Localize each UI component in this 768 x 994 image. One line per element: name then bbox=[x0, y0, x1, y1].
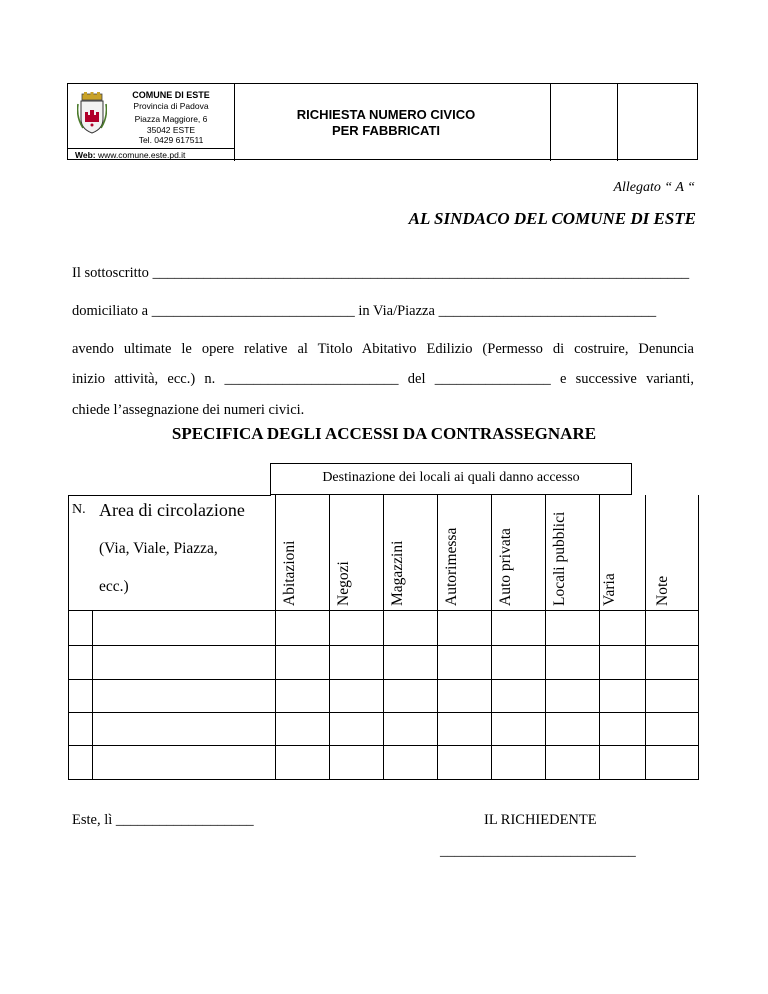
accessi-table bbox=[68, 495, 699, 780]
domiciliato-label: domiciliato a bbox=[72, 303, 149, 319]
domiciliato-field[interactable]: ____________________________ bbox=[151, 303, 355, 319]
web-label: Web: bbox=[75, 150, 96, 160]
via-label: in Via/Piazza bbox=[358, 303, 435, 319]
col-auto-privata: Auto privata bbox=[497, 528, 514, 606]
phone: Tel. 0429 617511 bbox=[138, 135, 204, 145]
comune-coat-of-arms-icon bbox=[77, 92, 107, 134]
col-autorimessa: Autorimessa bbox=[443, 527, 460, 606]
addressee: AL SINDACO DEL COMUNE DI ESTE bbox=[408, 209, 696, 228]
address-line2: 35042 ESTE bbox=[146, 124, 196, 135]
area-header-line3: ecc.) bbox=[99, 578, 129, 595]
comune-info bbox=[108, 90, 234, 146]
col-locali-pubblici: Locali pubblici bbox=[551, 511, 568, 606]
place-date-field[interactable]: Este, lì ___________________ bbox=[72, 812, 254, 828]
section-title: SPECIFICA DEGLI ACCESSI DA CONTRASSEGNARE bbox=[171, 424, 597, 443]
allegato-label: Allegato “ A “ bbox=[613, 180, 695, 195]
area-header-line2: (Via, Viale, Piazza, bbox=[99, 540, 218, 557]
col-magazzini: Magazzini bbox=[389, 540, 406, 606]
sottoscritto-field[interactable]: __________________________________________________________________________ bbox=[152, 265, 690, 281]
sottoscritto-label: Il sottoscritto bbox=[72, 265, 149, 281]
sottoscritto-line bbox=[72, 265, 689, 282]
area-header-line1: Area di circolazione bbox=[99, 500, 245, 520]
destinazione-header: Destinazione dei locali ai quali danno accesso bbox=[270, 463, 632, 495]
title-line1: RICHIESTA NUMERO CIVICO bbox=[296, 107, 476, 122]
provincia: Provincia di Padova bbox=[133, 100, 209, 111]
comune-name: COMUNE DI ESTE bbox=[132, 90, 210, 100]
via-field[interactable]: ______________________________ bbox=[438, 303, 657, 319]
address-line1: Piazza Maggiore, 6 bbox=[134, 114, 208, 124]
web-line bbox=[75, 150, 185, 160]
col-note: Note bbox=[654, 575, 671, 606]
n-header: N. bbox=[72, 502, 86, 517]
richiedente-label: IL RICHIEDENTE bbox=[484, 812, 597, 828]
paragraph-line2: inizio attività, ecc.) n. ________________________ del ________________ e successive varianti, bbox=[72, 371, 694, 387]
web-url: www.comune.este.pd.it bbox=[98, 150, 186, 160]
title-line2: PER FABBRICATI bbox=[331, 123, 441, 138]
col-negozi: Negozi bbox=[335, 561, 352, 606]
paragraph-line1: avendo ultimate le opere relative al Titolo Abitativo Edilizio (Permesso di costruire, Denuncia bbox=[72, 341, 694, 357]
signature-field[interactable]: ___________________________ bbox=[440, 843, 636, 859]
document-title bbox=[250, 107, 522, 139]
col-abitazioni: Abitazioni bbox=[281, 540, 298, 606]
paragraph-line3: chiede l’assegnazione dei numeri civici. bbox=[72, 402, 305, 418]
domiciliato-line bbox=[72, 303, 656, 320]
col-varia: Varia bbox=[601, 573, 618, 606]
